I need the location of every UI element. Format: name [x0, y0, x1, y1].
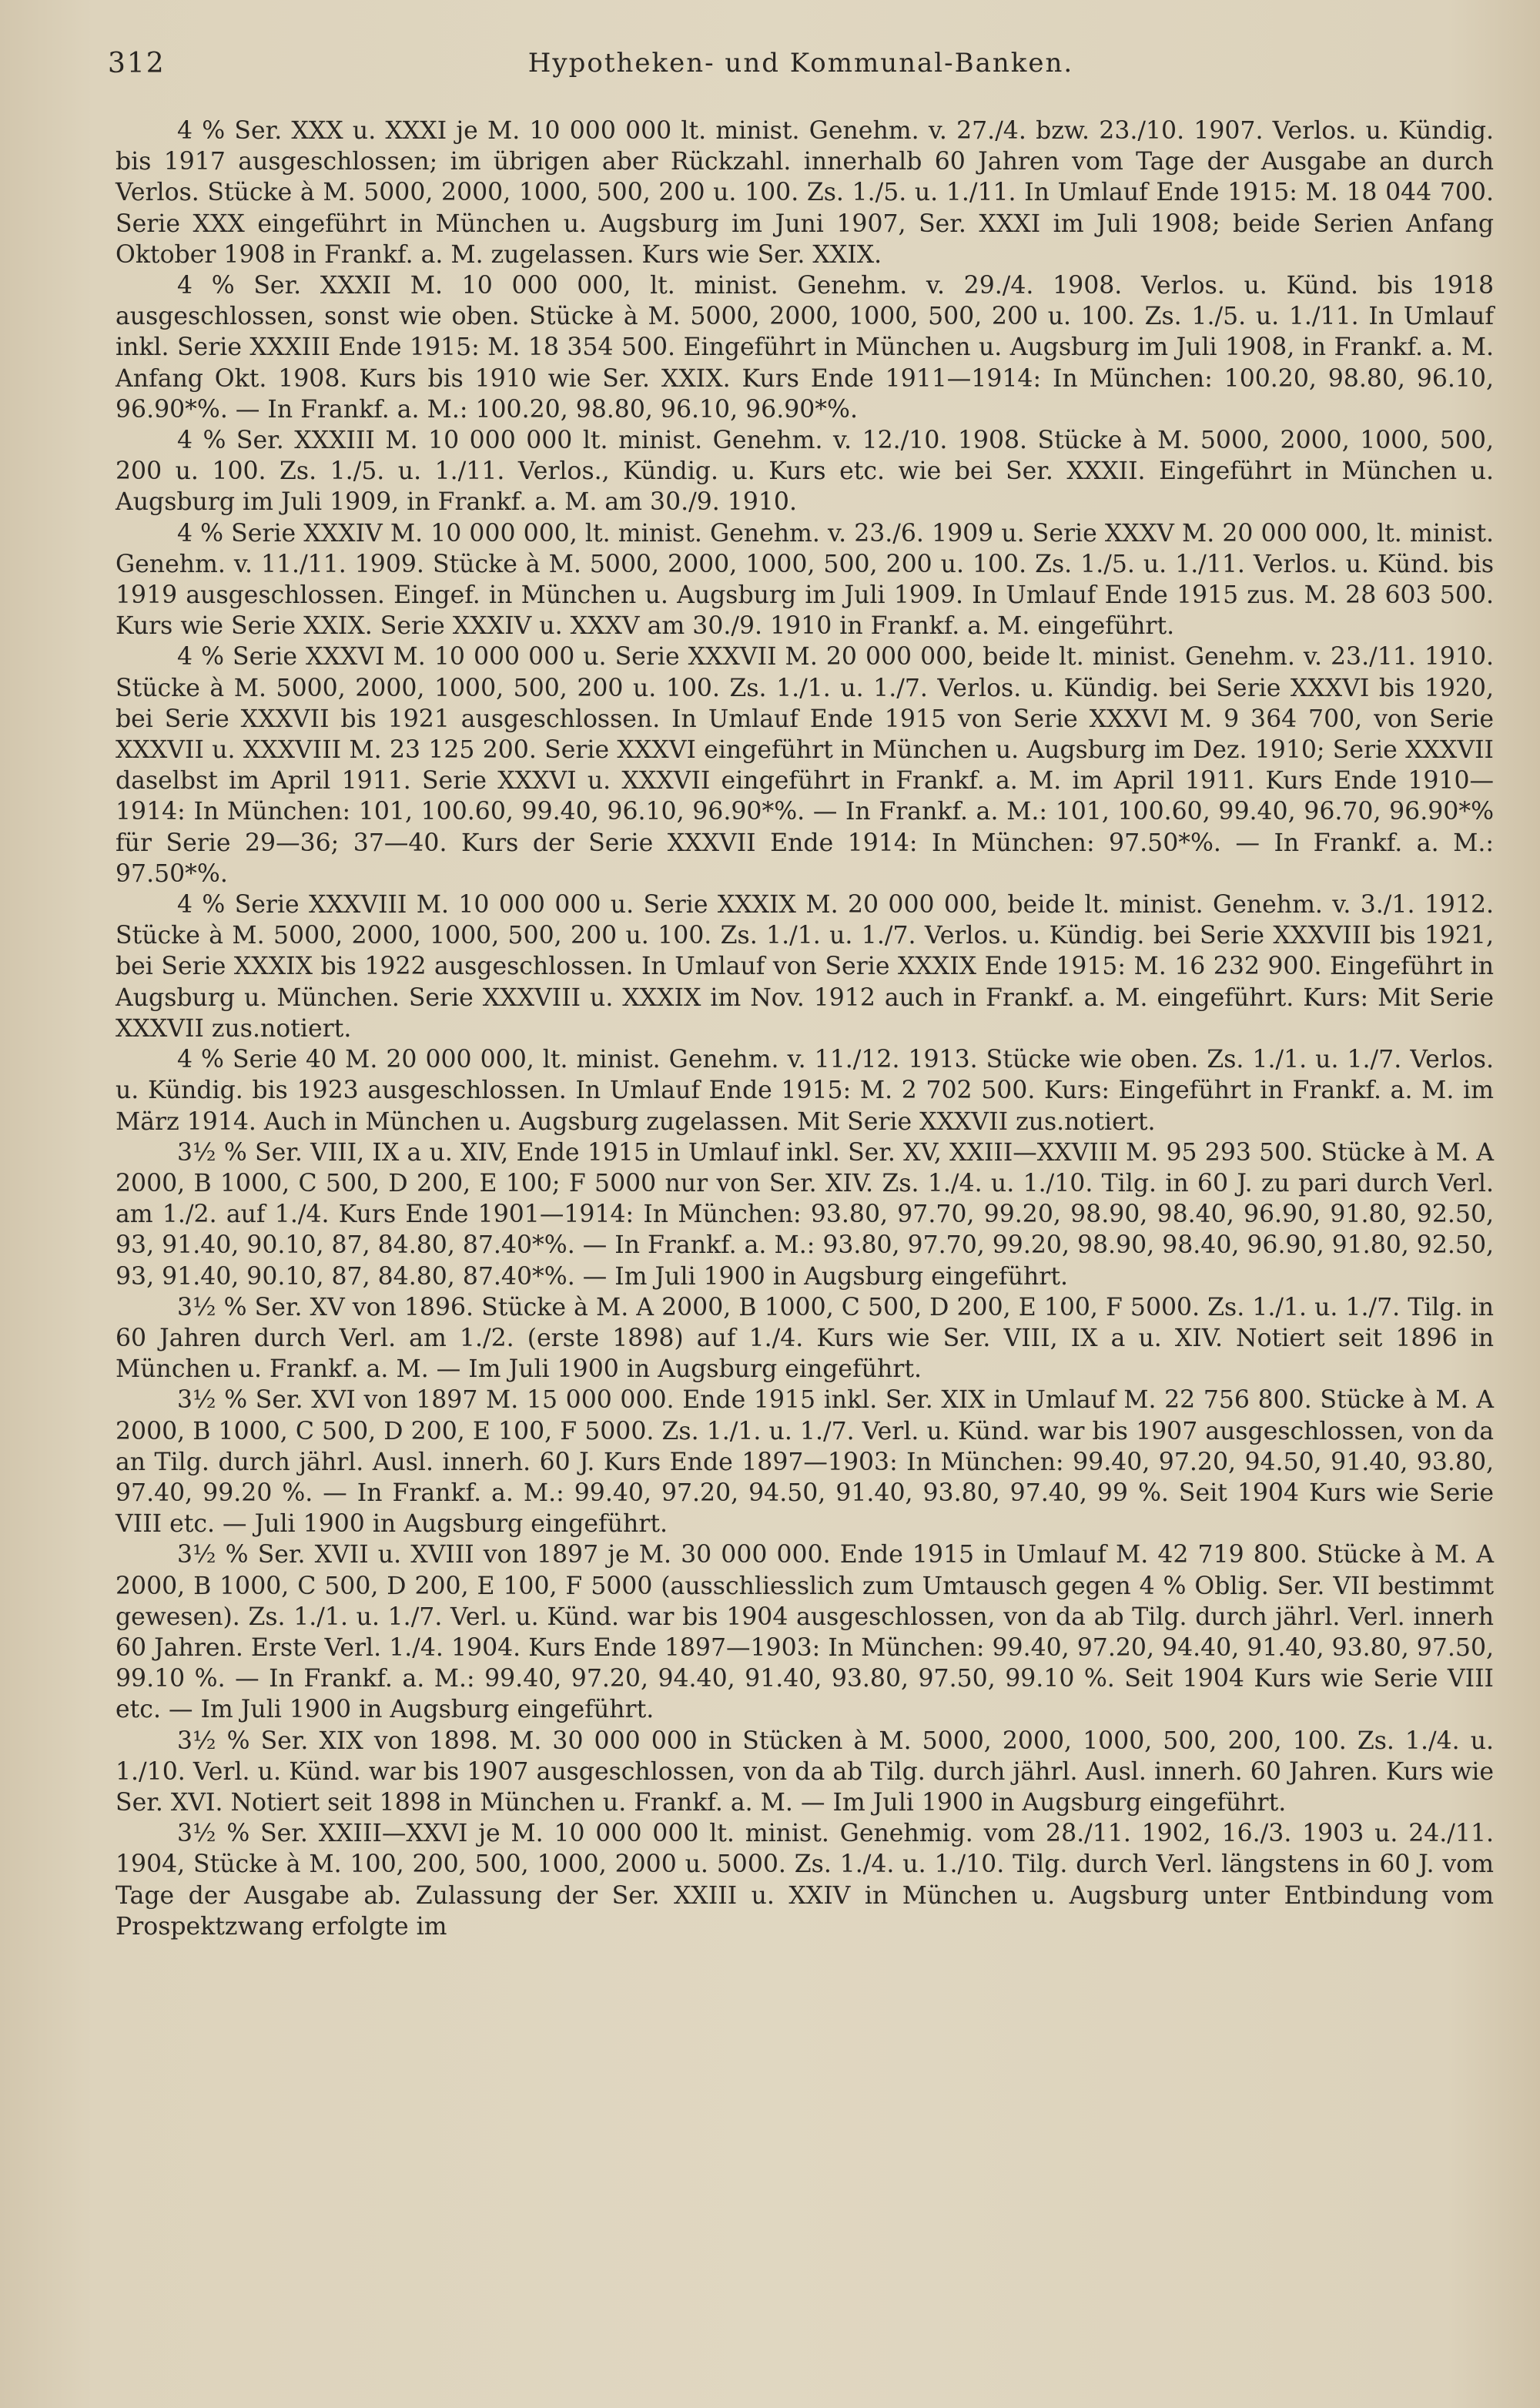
running-title: Hypotheken- und Kommunal-Banken. — [527, 48, 1074, 79]
paragraph-ser-xxxviii-xxxix: 4 % Serie XXXVIII M. 10 000 000 u. Serie XXXIX M. 20 000 000, beide lt. minist. Genehm. v. 3./1. 1912. Stücke à M. 5000, 2000, 1000, 500, 200 u. 100. Zs. 1./1. u. 1./7. Verlos. u. Kündig. bei Serie XXXVIII bis 1921, bei Serie XXXIX bis 1922 ausgeschlossen. In Umlauf von Serie XXXIX Ende 1915: M. 16 232 900. Eingeführt in Augsburg u. München. Serie XXXVIII u. XXXIX im Nov. 1912 auch in Frankf. a. M. eingeführt. Kurs: Mit Serie XXXVII zus.notiert. — [116, 891, 1494, 1043]
paragraph-ser-xxxiv-xxxv: 4 % Serie XXXIV M. 10 000 000, lt. minist. Genehm. v. 23./6. 1909 u. Serie XXXV M. 20 000 000, lt. minist. Genehm. v. 11./11. 1909. Stücke à M. 5000, 2000, 1000, 500, 200 u. 100. Zs. 1./5. u. 1./11. Verlos. u. Künd. bis 1919 ausgeschlossen. Eingef. in München u. Augsburg im Juli 1909. In Umlauf Ende 1915 zus. M. 28 603 500. Kurs wie Serie XXIX. Serie XXXIV u. XXXV am 30./9. 1910 in Frankf. a. M. eingeführt. — [116, 519, 1494, 641]
page-number: 312 — [108, 48, 166, 79]
paragraph-ser-xix: 3½ % Ser. XIX von 1898. M. 30 000 000 in Stücken à M. 5000, 2000, 1000, 500, 200, 100. Zs. 1./4. u. 1./10. Verl. u. Künd. war bis 1907 ausgeschlossen, von da ab Tilg. durch jährl. Ausl. innerh. 60 Jahren. Kurs wie Ser. XVI. Notiert seit 1898 in München u. Frankf. a. M. — Im Juli 1900 in Augsburg eingeführt. — [116, 1726, 1494, 1817]
paragraph-ser-xxiii-xxvi: 3½ % Ser. XXIII—XXVI je M. 10 000 000 lt. minist. Genehmig. vom 28./11. 1902, 16./3. 1903 u. 24./11. 1904, Stücke à M. 100, 200, 500, 1000, 2000 u. 5000. Zs. 1./4. u. 1./10. Tilg. durch Verl. längstens in 60 J. vom Tage der Ausgabe ab. Zulassung der Ser. XXIII u. XXIV in München u. Augsburg unter Entbindung vom Prospektzwang erfolgte im — [116, 1820, 1494, 1941]
page-header — [108, 48, 1494, 94]
paragraph-ser-xxxvi-xxxvii: 4 % Serie XXXVI M. 10 000 000 u. Serie XXXVII M. 20 000 000, beide lt. minist. Genehm. v. 23./11. 1910. Stücke à M. 5000, 2000, 1000, 500, 200 u. 100. Zs. 1./1. u. 1./7. Verlos. u. Kündig. bei Serie XXXVI bis 1920, bei Serie XXXVII bis 1921 ausgeschlossen. In Umlauf Ende 1915 von Serie XXXVI M. 9 364 700, von Serie XXXVII u. XXXVIII M. 23 125 200. Serie XXXVI eingeführt in München u. Augsburg im Dez. 1910; Serie XXXVII daselbst im April 1911. Serie XXXVI u. XXXVII eingeführt in Frankf. a. M. im April 1911. Kurs Ende 1910—1914: In München: 101, 100.60, 99.40, 96.10, 96.90*%. — In Frankf. a. M.: 101, 100.60, 99.40, 96.70, 96.90*% für Serie 29—36; 37—40. Kurs der Serie XXXVII Ende 1914: In München: 97.50*%. — In Frankf. a. M.: 97.50*%. — [116, 643, 1494, 888]
paragraph-ser-viii-ix-xiv: 3½ % Ser. VIII, IX a u. XIV, Ende 1915 in Umlauf inkl. Ser. XV, XXIII—XXVIII M. 95 293 500. Stücke à M. A 2000, B 1000, C 500, D 200, E 100; F 5000 nur von Ser. XIV. Zs. 1./4. u. 1./10. Tilg. in 60 J. zu pari durch Verl. am 1./2. auf 1./4. Kurs Ende 1901—1914: In München: 93.80, 97.70, 99.20, 98.90, 98.40, 96.90, 91.80, 92.50, 93, 91.40, 90.10, 87, 84.80, 87.40*%. — In Frankf. a. M.: 93.80, 97.70, 99.20, 98.90, 98.40, 96.90, 91.80, 92.50, 93, 91.40, 90.10, 87, 84.80, 87.40*%. — Im Juli 1900 in Augsburg eingeführt. — [116, 1138, 1494, 1291]
paragraph-ser-xxx-xxxi: 4 % Ser. XXX u. XXXI je M. 10 000 000 lt. minist. Genehm. v. 27./4. bzw. 23./10. 1907. Verlos. u. Kündig. bis 1917 ausgeschlossen; im übrigen aber Rückzahl. innerhalb 60 Jahren vom Tage der Ausgabe an durch Verlos. Stücke à M. 5000, 2000, 1000, 500, 200 u. 100. Zs. 1./5. u. 1./11. In Umlauf Ende 1915: M. 18 044 700. Serie XXX eingeführt in München u. Augsburg im Juni 1907, Ser. XXXI im Juli 1908; beide Serien Anfang Oktober 1908 in Frankf. a. M. zugelassen. Kurs wie Ser. XXIX. — [116, 117, 1494, 269]
paragraph-ser-xv: 3½ % Ser. XV von 1896. Stücke à M. A 2000, B 1000, C 500, D 200, E 100, F 5000. Zs. 1./1. u. 1./7. Tilg. in 60 Jahren durch Verl. am 1./2. (erste 1898) auf 1./4. Kurs wie Ser. VIII, IX a u. XIV. Notiert seit 1896 in München u. Frankf. a. M. — Im Juli 1900 in Augsburg eingeführt. — [116, 1293, 1494, 1384]
paragraph-ser-40: 4 % Serie 40 M. 20 000 000, lt. minist. Genehm. v. 11./12. 1913. Stücke wie oben. Zs. 1./1. u. 1./7. Verlos. u. Kündig. bis 1923 ausgeschlossen. In Umlauf Ende 1915: M. 2 702 500. Kurs: Eingeführt in Frankf. a. M. im März 1914. Auch in München u. Augsburg zugelassen. Mit Serie XXXVII zus.notiert. — [116, 1046, 1494, 1136]
body-text — [116, 116, 1494, 1942]
paragraph-ser-xxxii: 4 % Ser. XXXII M. 10 000 000, lt. minist. Genehm. v. 29./4. 1908. Verlos. u. Künd. bis 1918 ausgeschlossen, sonst wie oben. Stücke à M. 5000, 2000, 1000, 500, 200 u. 100. Zs. 1./5. u. 1./11. In Umlauf inkl. Serie XXXIII Ende 1915: M. 18 354 500. Eingeführt in München u. Augsburg im Juli 1908, in Frankf. a. M. Anfang Okt. 1908. Kurs bis 1910 wie Ser. XXIX. Kurs Ende 1911—1914: In München: 100.20, 98.80, 96.10, 96.90*%. — In Frankf. a. M.: 100.20, 98.80, 96.10, 96.90*%. — [116, 272, 1494, 424]
paragraph-ser-xvii-xviii: 3½ % Ser. XVII u. XVIII von 1897 je M. 30 000 000. Ende 1915 in Umlauf M. 42 719 800. Stücke à M. A 2000, B 1000, C 500, D 200, E 100, F 5000 (ausschliesslich zum Umtausch gegen 4 % Oblig. Ser. VII bestimmt gewesen). Zs. 1./1. u. 1./7. Verl. u. Künd. war bis 1904 ausgeschlossen, von da ab Tilg. durch jährl. Verl. innerh 60 Jahren. Erste Verl. 1./4. 1904. Kurs Ende 1897—1903: In München: 99.40, 97.20, 94.40, 91.40, 93.80, 97.50, 99.10 %. — In Frankf. a. M.: 99.40, 97.20, 94.40, 91.40, 93.80, 97.50, 99.10 %. Seit 1904 Kurs wie Serie VIII etc. — Im Juli 1900 in Augsburg eingeführt. — [116, 1541, 1494, 1724]
paragraph-ser-xxxiii: 4 % Ser. XXXIII M. 10 000 000 lt. minist. Genehm. v. 12./10. 1908. Stücke à M. 5000, 2000, 1000, 500, 200 u. 100. Zs. 1./5. u. 1./11. Verlos., Kündig. u. Kurs etc. wie bei Ser. XXXII. Eingeführt in München u. Augsburg im Juli 1909, in Frankf. a. M. am 30./9. 1910. — [116, 427, 1494, 517]
paragraph-ser-xvi: 3½ % Ser. XVI von 1897 M. 15 000 000. Ende 1915 inkl. Ser. XIX in Umlauf M. 22 756 800. Stücke à M. A 2000, B 1000, C 500, D 200, E 100, F 5000. Zs. 1./1. u. 1./7. Verl. u. Künd. war bis 1907 ausgeschlossen, von da an Tilg. durch jährl. Ausl. innerh. 60 J. Kurs Ende 1897—1903: In München: 99.40, 97.20, 94.50, 91.40, 93.80, 97.40, 99.20 %. — In Frankf. a. M.: 99.40, 97.20, 94.50, 91.40, 93.80, 97.40, 99 %. Seit 1904 Kurs wie Serie VIII etc. — Juli 1900 in Augsburg eingeführt. — [116, 1386, 1494, 1539]
